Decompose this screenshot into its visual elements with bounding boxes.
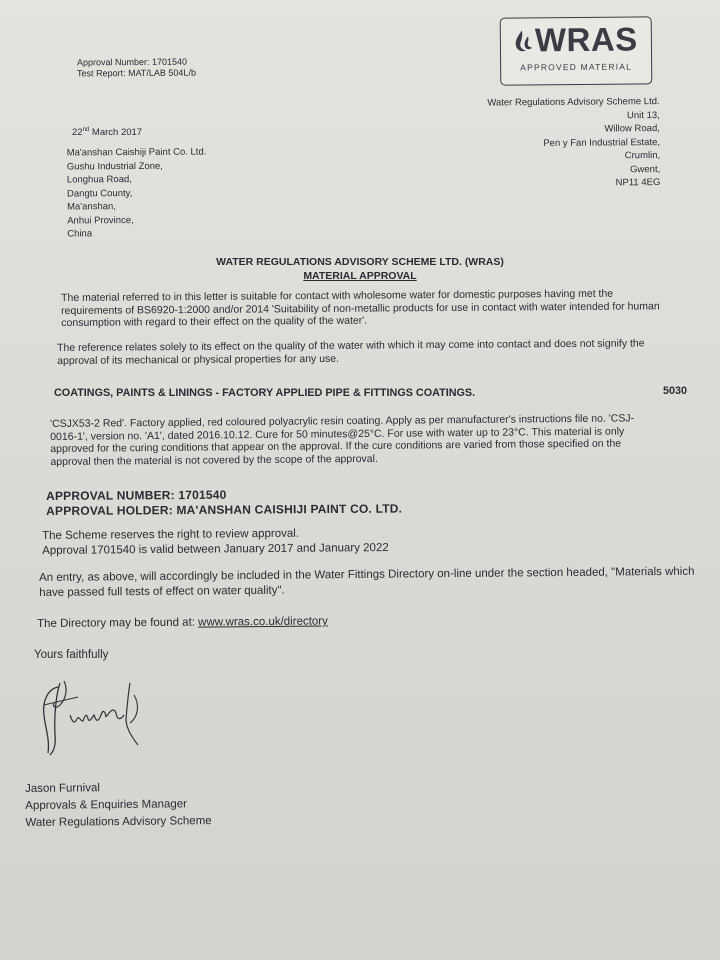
reference-paragraph (57, 337, 717, 367)
description-line: approval then the material is not covered by the scope of the approval. (50, 452, 378, 468)
date-rest: March 2017 (89, 127, 143, 139)
entry-line: An entry, as above, will accordingly be included in the Water Fittings Directory on-line under the section headed, "Materials which (39, 565, 695, 584)
paragraph-line: requirements of BS6920-1:2000 and/or 2014 'Suitability of non-metallic products for use in contact with water intended for human (61, 299, 660, 317)
recipient-address (67, 146, 207, 241)
closing-line: Yours faithfully (34, 649, 109, 661)
sender-address-line: Willow Road, (604, 122, 660, 135)
sender-address-line: Water Regulations Advisory Scheme Ltd. (487, 95, 660, 109)
sender-address-line: NP11 4EG (615, 176, 661, 189)
signatory-organisation: Water Regulations Advisory Scheme (25, 815, 212, 829)
recipient-address-line: Longhua Road, (66, 174, 132, 186)
category-heading: COATINGS, PAINTS & LININGS - FACTORY APPLIED PIPE & FITTINGS COATINGS. (54, 387, 476, 399)
water-drop-icon (513, 28, 535, 54)
recipient-address-line: Ma'anshan, (67, 201, 116, 213)
document-title: WATER REGULATIONS ADVISORY SCHEME LTD. (WRAS) (216, 256, 504, 268)
validity-line: Approval 1701540 is valid between January 2017 and January 2022 (42, 541, 389, 557)
document-subtitle: MATERIAL APPROVAL (303, 270, 417, 282)
test-report-ref: Test Report: MAT/LAB 504L/b (77, 67, 196, 79)
description-line: approved for the curing conditions that appear on the approval. If the cure conditions are varied from those specified on the (50, 437, 622, 456)
approval-number: APPROVAL NUMBER: 1701540 (46, 487, 227, 503)
logo-subtitle: APPROVED MATERIAL (520, 61, 633, 73)
description-line: 0016-1', version no. 'A1', dated 2016.10.12. Cure for 50 minutes@25°C. For use with water up to 23°C. This material is only (50, 425, 625, 443)
suitability-paragraph (61, 287, 720, 330)
logo-wordmark: WRAS (534, 20, 638, 59)
product-description (50, 412, 720, 469)
directory-line (37, 614, 328, 632)
review-block (42, 526, 389, 559)
paragraph-line: consumption with regard to their effect on the quality of the water'. (61, 314, 368, 330)
letter-date (72, 124, 142, 140)
sender-address-line: Unit 13, (626, 109, 660, 121)
date-suffix: nd (82, 127, 90, 133)
signatory-name: Jason Furnival (25, 782, 100, 795)
paragraph-line: The material referred to in this letter is suitable for contact with wholesome water for domestic purposes having met the (61, 287, 614, 304)
signatory-block (25, 779, 212, 832)
sender-address-line: Crumlin, (624, 149, 661, 162)
recipient-address-line: Anhui Province, (67, 214, 134, 226)
recipient-address-line: Ma'anshan Caishiji Paint Co. Ltd. (66, 146, 207, 159)
directory-entry-paragraph (39, 564, 719, 601)
sender-address (430, 95, 661, 192)
directory-prefix: The Directory may be found at: (37, 616, 199, 630)
recipient-address-line: Dangtu County, (66, 187, 133, 199)
handwritten-signature (30, 675, 150, 760)
entry-line: have passed full tests of effect on water quality". (39, 584, 285, 599)
paragraph-line: The reference relates solely to its effect on the quality of the water with which it may come into contact and does not signify the (57, 337, 645, 354)
approval-number-ref: Approval Number: 1701540 (76, 56, 188, 68)
recipient-address-line: Gushu Industrial Zone, (66, 160, 163, 172)
approval-block (46, 487, 402, 518)
reserve-line: The Scheme reserves the right to review approval. (42, 527, 300, 542)
signatory-role: Approvals & Enquiries Manager (25, 798, 188, 812)
wras-logo (500, 16, 653, 85)
sender-address-line: Pen y Fan Industrial Estate, (543, 136, 661, 149)
document-subtitle-wrap (0, 270, 720, 282)
reference-block (77, 57, 196, 80)
recipient-address-line: China (67, 228, 93, 240)
description-line: 'CSJX53-2 Red'. Factory applied, red coloured polyacrylic resin coating. Apply as per manufacturer's instructions file no. 'CSJ- (50, 412, 635, 430)
paragraph-line: approval of its mechanical or physical properties for any use. (57, 352, 340, 367)
category-code: 5030 (663, 385, 688, 397)
sender-address-line: Gwent, (630, 163, 661, 175)
approval-holder: APPROVAL HOLDER: MA'ANSHAN CAISHIJI PAINT CO. LTD. (46, 501, 403, 518)
date-day: 22 (72, 127, 83, 139)
directory-link[interactable]: www.wras.co.uk/directory (198, 615, 328, 629)
